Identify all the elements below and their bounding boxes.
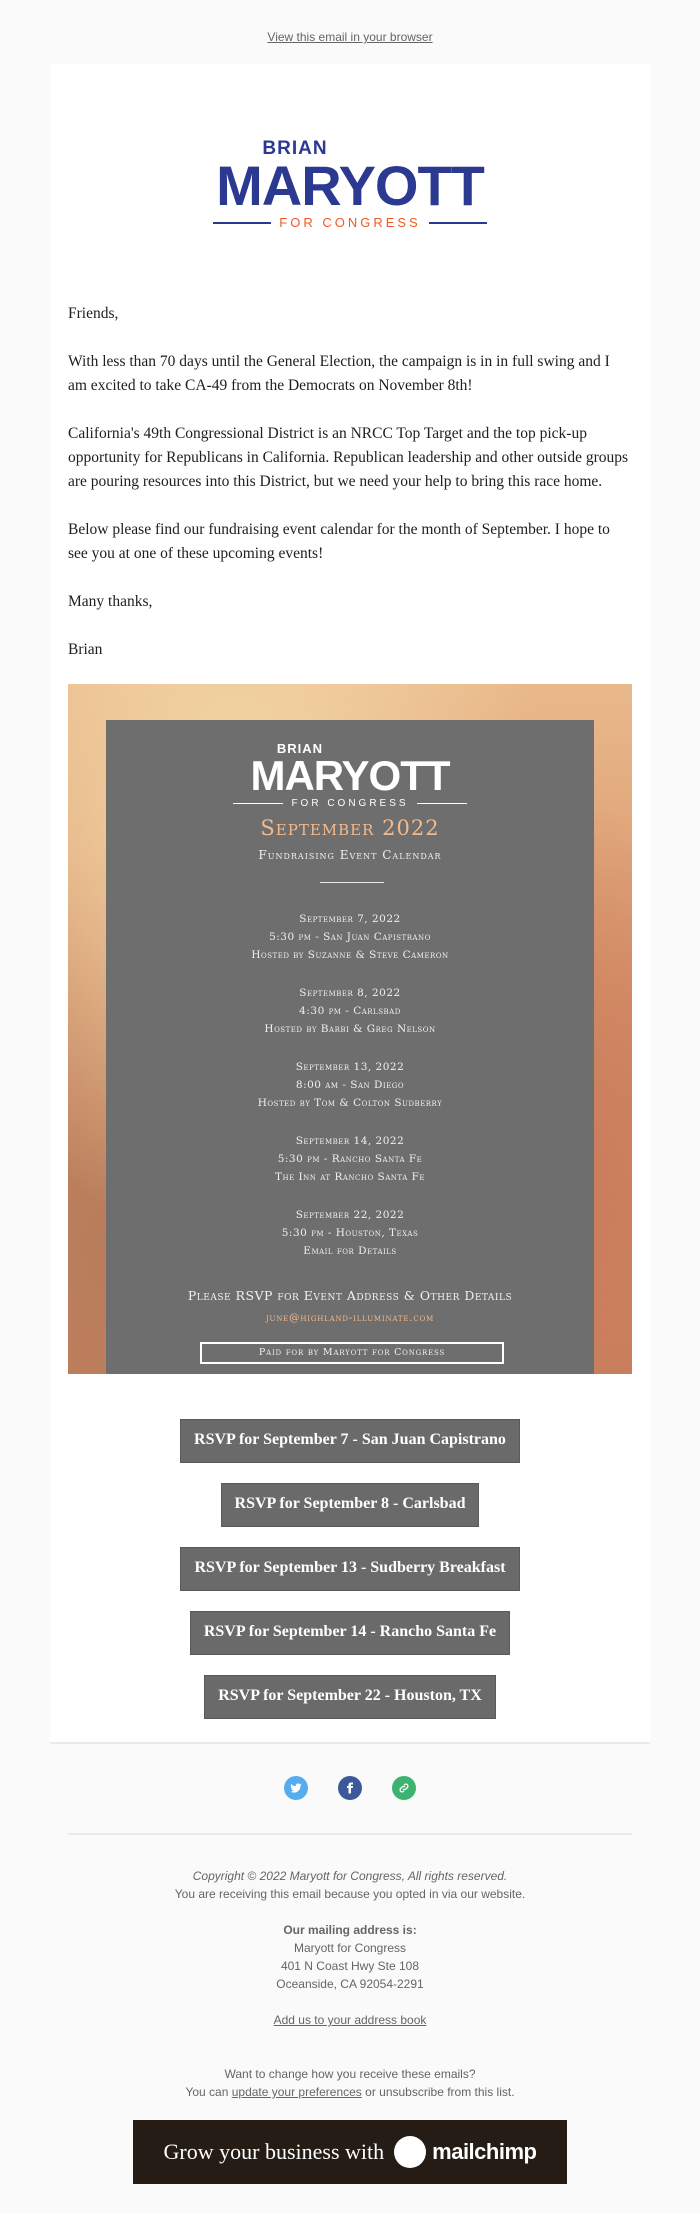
rsvp-sept-7-button[interactable]: RSVP for September 7 - San Juan Capistrano — [180, 1419, 520, 1463]
event-host: The Inn at Rancho Santa Fe — [274, 1171, 426, 1183]
change-preferences-question: Want to change how you receive these emails? — [224, 2067, 476, 2081]
mailchimp-tagline: Grow your business with — [163, 2139, 385, 2164]
twitter-icon[interactable] — [284, 1776, 308, 1800]
flyer-rsvp-note: Please RSVP for Event Address & Other Details — [187, 1288, 513, 1303]
event-date: September 22, 2022 — [295, 1209, 405, 1221]
header-bar — [0, 0, 700, 64]
flyer-tagline-row — [106, 798, 594, 809]
view-in-browser-link[interactable]: View this email in your browser — [267, 30, 433, 44]
you-can-text: You can — [185, 2085, 229, 2099]
event-host: Email for Details — [303, 1245, 397, 1257]
flyer-rule-right — [417, 803, 467, 804]
event-item — [106, 1132, 594, 1186]
event-time-place: 5:30 pm - San Juan Capistrano — [269, 931, 431, 943]
event-date: September 7, 2022 — [299, 913, 401, 925]
event-item — [106, 1206, 594, 1260]
social-links — [0, 1776, 700, 1800]
event-date: September 14, 2022 — [295, 1135, 405, 1147]
campaign-logo — [200, 139, 500, 230]
rsvp-sept-22-button[interactable]: RSVP for September 22 - Houston, TX — [204, 1675, 496, 1719]
event-date: September 13, 2022 — [295, 1061, 405, 1073]
flyer-subtitle: Fundraising Event Calendar — [258, 848, 442, 862]
footer-divider-top — [50, 1742, 650, 1744]
logo-first-name: BRIAN — [262, 138, 328, 159]
logo-tagline-row — [200, 215, 500, 230]
optin-reason-text: You are receiving this email because you opted in via our website. — [174, 1887, 526, 1901]
event-host: Hosted by Tom & Colton Sudberry — [257, 1097, 443, 1109]
rsvp-sept-8-button[interactable]: RSVP for September 8 - Carlsbad — [221, 1483, 480, 1527]
event-item — [106, 910, 594, 964]
signature: Brian — [68, 641, 103, 658]
paragraph-2: California's 49th Congressional District is an NRCC Top Target and the top pick-up opportunity for Republicans in California. Republican leadership and other outside groups are pouring resources into this District, but we need your help to bring this race home. — [68, 425, 629, 490]
unsubscribe-text: or unsubscribe from this list. — [365, 2085, 515, 2099]
event-date: September 8, 2022 — [299, 987, 401, 999]
paragraph-3: Below please find our fundraising event calendar for the month of September. I hope to see you at one of these upcoming events! — [68, 521, 610, 562]
closing: Many thanks, — [68, 593, 153, 610]
event-time-place: 5:30 pm - Houston, Texas — [281, 1227, 419, 1239]
flyer-panel — [106, 720, 594, 1374]
paragraph-1: With less than 70 days until the General Election, the campaign is in in full swing and I am excited to take CA-49 from the Democrats on November 8th! — [68, 353, 610, 394]
copyright-text: Copyright © 2022 Maryott for Congress, All rights reserved. — [192, 1869, 508, 1883]
flyer-month: September 2022 — [260, 816, 440, 840]
logo-rule-right — [429, 222, 487, 224]
event-flyer-image — [68, 684, 632, 1374]
mailing-org: Maryott for Congress — [293, 1941, 407, 1955]
preferences-line — [0, 2083, 700, 2101]
mailing-address-label: Our mailing address is: — [283, 1923, 417, 1937]
greeting: Friends, — [68, 305, 119, 322]
rsvp-sept-13-button[interactable]: RSVP for September 13 - Sudberry Breakfast — [180, 1547, 519, 1591]
logo-last-name: MARYOTT — [216, 154, 484, 217]
event-list — [106, 910, 594, 1280]
link-icon[interactable] — [392, 1776, 416, 1800]
flyer-logo-last: MARYOTT — [250, 752, 450, 799]
letter-body — [68, 302, 632, 686]
event-time-place: 4:30 pm - Carlsbad — [299, 1005, 401, 1017]
facebook-icon[interactable] — [338, 1776, 362, 1800]
event-item — [106, 1058, 594, 1112]
rsvp-sept-14-button[interactable]: RSVP for September 14 - Rancho Santa Fe — [190, 1611, 510, 1655]
flyer-logo — [106, 742, 594, 809]
event-host: Hosted by Suzanne & Steve Cameron — [251, 949, 449, 961]
rsvp-button-list — [50, 1419, 650, 1739]
flyer-divider — [320, 882, 384, 883]
mailchimp-badge[interactable] — [133, 2120, 567, 2184]
flyer-email: june@highland-illuminate.com — [265, 1312, 435, 1324]
mailchimp-monkey-icon — [394, 2136, 426, 2168]
paid-for-disclaimer: Paid for by Maryott for Congress — [200, 1342, 504, 1364]
mailing-street: 401 N Coast Hwy Ste 108 — [280, 1959, 420, 1973]
flyer-tagline: FOR CONGRESS — [291, 798, 409, 809]
update-preferences-link[interactable]: update your preferences — [231, 2085, 362, 2099]
event-time-place: 8:00 am - San Diego — [295, 1079, 405, 1091]
footer-divider — [68, 1833, 632, 1835]
flyer-logo-first: BRIAN — [276, 741, 324, 756]
add-to-address-book-link[interactable]: Add us to your address book — [273, 2013, 427, 2027]
email-footer — [0, 1867, 700, 2101]
event-item — [106, 984, 594, 1038]
email-card — [50, 64, 650, 1742]
logo-tagline: FOR CONGRESS — [279, 215, 421, 230]
mailing-city: Oceanside, CA 92054-2291 — [276, 1977, 424, 1991]
event-host: Hosted by Barbi & Greg Nelson — [264, 1023, 436, 1035]
event-time-place: 5:30 pm - Rancho Santa Fe — [277, 1153, 423, 1165]
logo-rule-left — [213, 222, 271, 224]
flyer-rule-left — [233, 803, 283, 804]
mailchimp-wordmark: mailchimp — [432, 2139, 537, 2164]
